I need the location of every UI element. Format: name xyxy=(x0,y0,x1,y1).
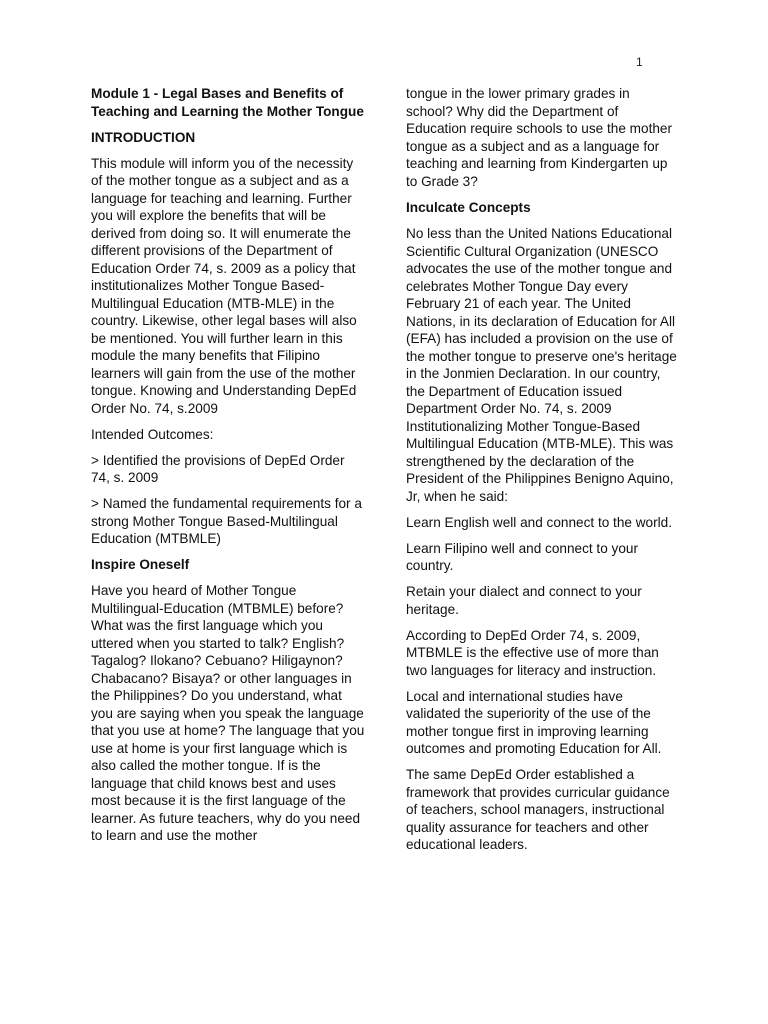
continued-paragraph: tongue in the lower primary grades in school? Why did the Department of Education require schools to use the mother tongue as a subject and as a language for teaching and learning from Kindergarten up to Grade 3? xyxy=(406,86,672,189)
studies-paragraph: Local and international studies have validated the superiority of the use of the mother tongue first in improving learning outcomes and promoting Education for All. xyxy=(406,688,662,756)
deped-paragraph: According to DepEd Order 74, s. 2009, MTBMLE is the effective use of more than two languages for literacy and instruction. xyxy=(406,627,659,678)
quote-line: Retain your dialect and connect to your heritage. xyxy=(406,584,642,617)
outcome-item: > Named the fundamental requirements for a strong Mother Tongue Based-Multilingual Education (MTBMLE) xyxy=(91,496,362,546)
module-title: Module 1 - Legal Bases and Benefits of Teaching and Learning the Mother Tongue xyxy=(91,86,364,119)
outcome-item: > Identified the provisions of DepEd Order 74, s. 2009 xyxy=(91,452,345,485)
right-column xyxy=(406,85,680,862)
quote-line: Learn Filipino well and connect to your country. xyxy=(406,540,638,573)
inspire-heading: Inspire Oneself xyxy=(91,557,190,572)
quote-line: Learn English well and connect to the world. xyxy=(406,514,672,530)
inspire-paragraph: Have you heard of Mother Tongue Multilingual-Education (MTBMLE) before? What was the first language which you uttered when you started to talk? English? Tagalog? Ilokano? Cebuano? Hiligaynon? Chabacano? Bisaya? or other languages in the Philippines? Do you understand, what you are saying when you speak the language that you use at home? The language that you use at home is your first language which is also called the mother tongue. If is the language that child knows best and uses most because it is the first language of the learner. As future teachers, why do you need to learn and use the mother xyxy=(91,583,365,843)
left-column xyxy=(91,85,366,853)
page-number: 1 xyxy=(636,55,643,69)
unesco-paragraph: No less than the United Nations Educational Scientific Cultural Organization (UNESCO advocates the use of the mother tongue and celebrates Mother Tongue Day every February 21 of each year. The United Nations, in its declaration of Education for All (EFA) has included a provision on the use of the mother tongue to preserve one's heritage in the Jonmien Declaration. In our country, the Department of Education issued Department Order No. 74, s. 2009 Institutionalizing Mother Tongue-Based Multilingual Education (MTB-MLE). This was strengthened by the declaration of the President of the Philippines Benigno Aquino, Jr, when he said: xyxy=(406,226,677,504)
intro-paragraph: This module will inform you of the necessity of the mother tongue as a subject and as a language for teaching and learning. Further you will explore the benefits that will be derived from doing so. It will enumerate the different provisions of the Department of Education Order 74, s. 2009 as a policy that institutionalizes Mother Tongue Based- Multilingual Education (MTB-MLE) in the country. Likewise, other legal bases will also be mentioned. You will further learn in this module the many benefits that Filipino learners will gain from the use of the mother tongue. Knowing and Understanding DepEd Order No. 74, s.2009 xyxy=(91,155,357,416)
introduction-heading: INTRODUCTION xyxy=(91,129,196,145)
inculcate-heading: Inculcate Concepts xyxy=(406,200,531,215)
framework-paragraph: The same DepEd Order established a framework that provides curricular guidance of teachers, school managers, instructional quality assurance for teachers and other educational leaders. xyxy=(406,767,670,852)
outcomes-label: Intended Outcomes: xyxy=(91,426,214,442)
